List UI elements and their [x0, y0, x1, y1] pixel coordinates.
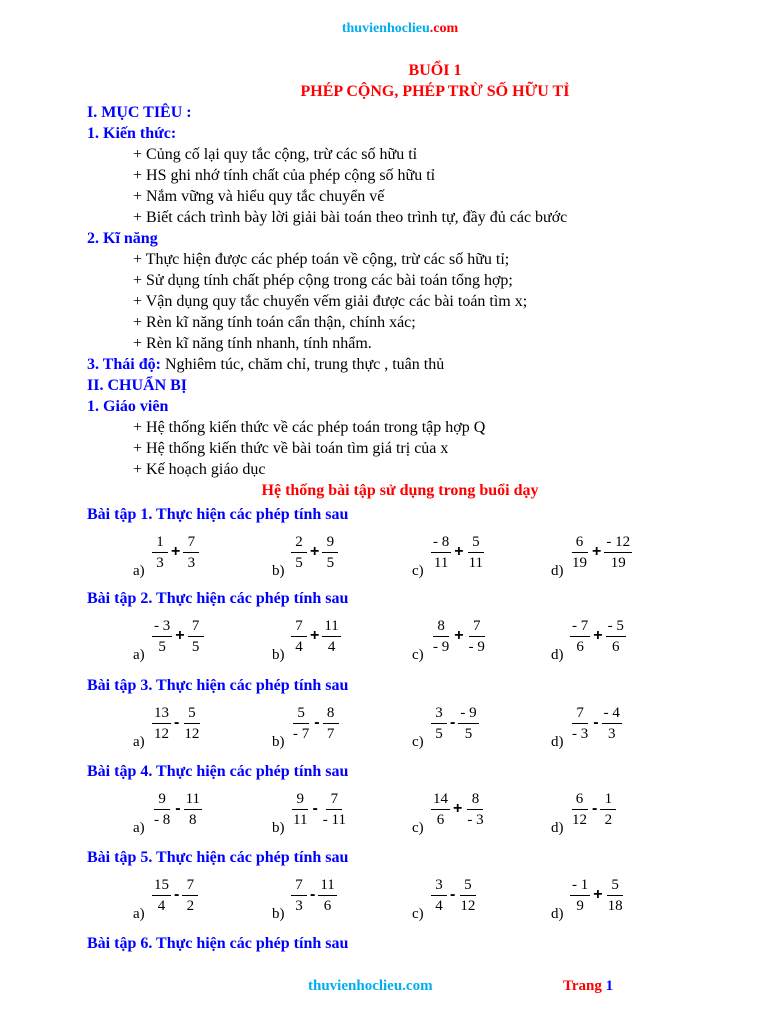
fraction-expression [430, 530, 486, 574]
denominator: - 11 [322, 811, 346, 828]
operator: - [174, 886, 180, 903]
numerator: 5 [184, 704, 200, 724]
skills-item: + Rèn kĩ năng tính nhanh, tính nhẩm. [133, 335, 372, 352]
footer-site-link: thuvienhoclieu.com [308, 978, 433, 994]
problem-label: a) [133, 906, 145, 922]
fraction [431, 704, 447, 743]
section-objectives-heading: I. MỤC TIÊU : [87, 104, 192, 121]
math-problem [412, 701, 532, 751]
problem-label: d) [551, 906, 564, 922]
numerator: 2 [291, 533, 307, 553]
exercise-title: Bài tập 2. Thực hiện các phép tính sau [87, 590, 349, 607]
numerator: 1 [600, 790, 616, 810]
operator: - [450, 714, 456, 731]
numerator: - 4 [602, 704, 622, 724]
numerator: 7 [291, 876, 307, 896]
operator: + [592, 543, 602, 560]
lesson-number: BUỔI 1 [408, 62, 462, 79]
numerator: 7 [326, 790, 342, 810]
page-number: 1 [605, 978, 614, 994]
denominator: 5 [295, 554, 303, 571]
math-problem [551, 787, 671, 837]
denominator: - 9 [468, 638, 485, 655]
denominator: 2 [604, 811, 613, 828]
teacher-heading: 1. Giáo viên [87, 398, 169, 415]
fraction-expression [290, 873, 338, 917]
knowledge-item: + Biết cách trình bày lời giải bài toán theo trình tự, đầy đủ các bước [133, 209, 568, 226]
operator: - [450, 886, 456, 903]
knowledge-item: + HS ghi nhớ tính chất của phép cộng số hữu tỉ [133, 167, 436, 184]
footer-site [308, 978, 433, 995]
numerator: 8 [433, 617, 449, 637]
numerator: 7 [188, 617, 204, 637]
math-problem [551, 701, 671, 751]
header-site [0, 21, 768, 37]
denominator: - 8 [154, 811, 171, 828]
denominator: - 3 [467, 811, 484, 828]
denominator: 9 [576, 897, 584, 914]
numerator: 5 [607, 876, 623, 896]
teacher-item: + Hệ thống kiến thức về các phép toán trong tập hợp Q [133, 419, 486, 436]
fraction [570, 790, 589, 829]
problem-label: b) [272, 734, 285, 750]
numerator: 7 [182, 876, 198, 896]
fraction [431, 790, 450, 829]
math-problem [272, 787, 392, 837]
denominator: 3 [156, 554, 164, 571]
fraction [431, 876, 447, 915]
math-problem [412, 614, 532, 664]
math-problem [272, 530, 392, 580]
operator: + [454, 543, 464, 560]
operator: + [310, 627, 320, 644]
operator: - [312, 800, 318, 817]
operator: + [453, 800, 463, 817]
denominator: 11 [433, 554, 449, 571]
fraction [291, 790, 309, 829]
operator: - [310, 886, 316, 903]
denominator: 12 [184, 725, 200, 742]
denominator: 11 [468, 554, 484, 571]
problem-label: c) [412, 563, 424, 579]
fraction [467, 533, 485, 572]
operator: + [175, 627, 185, 644]
denominator: 6 [611, 638, 620, 655]
fraction [321, 790, 348, 829]
problem-label: d) [551, 820, 564, 836]
denominator: 12 [460, 897, 476, 914]
problem-label: c) [412, 734, 424, 750]
numerator: 5 [460, 876, 476, 896]
fraction [182, 876, 198, 915]
fraction-expression [151, 701, 202, 745]
denominator: 5 [191, 638, 200, 655]
operator: + [171, 543, 181, 560]
problem-label: d) [551, 734, 564, 750]
fraction [570, 533, 589, 572]
math-problem [412, 787, 532, 837]
fraction [291, 617, 307, 656]
fraction [431, 533, 451, 572]
numerator: 6 [572, 790, 588, 810]
denominator: 4 [295, 638, 303, 655]
operator: - [592, 800, 598, 817]
fraction [152, 533, 168, 572]
operator: - [314, 714, 320, 731]
fraction [570, 704, 590, 743]
exercise-system-heading: Hệ thống bài tập sử dụng trong buổi dạy [261, 482, 539, 499]
exercise-title: Bài tập 1. Thực hiện các phép tính sau [87, 506, 349, 523]
numerator: - 12 [604, 533, 632, 553]
fraction [152, 617, 172, 656]
math-problem [412, 873, 532, 923]
numerator: 7 [183, 533, 199, 553]
fraction-expression [569, 614, 627, 658]
numerator: 14 [431, 790, 450, 810]
problem-label: a) [133, 734, 145, 750]
skills-item: + Sử dụng tính chất phép cộng trong các bài toán tổng hợp; [133, 272, 513, 289]
fraction-expression [569, 787, 617, 831]
numerator: - 9 [458, 704, 478, 724]
skills-item: + Rèn kĩ năng tính toán cẩn thận, chính xác; [133, 314, 416, 331]
fraction [570, 876, 590, 915]
numerator: 1 [152, 533, 168, 553]
attitude-text: Nghiêm túc, chăm chỉ, trung thực , tuân thủ [160, 356, 445, 373]
denominator: - 3 [572, 725, 589, 742]
operator: + [454, 627, 464, 644]
numerator: 7 [469, 617, 485, 637]
fraction [606, 617, 626, 656]
header-site-domain: .com [429, 21, 459, 36]
knowledge-heading: 1. Kiến thức: [87, 125, 177, 142]
teacher-item: + Hệ thống kiến thức về bài toán tìm giá trị của x [133, 440, 449, 457]
attitude-line [87, 356, 444, 374]
exercise-title: Bài tập 4. Thực hiện các phép tính sau [87, 763, 349, 780]
math-problem [272, 701, 392, 751]
fraction-expression [430, 787, 487, 831]
problem-label: c) [412, 906, 424, 922]
fraction [152, 876, 171, 915]
operator: + [593, 886, 603, 903]
fraction-expression [290, 530, 339, 574]
fraction [291, 876, 307, 915]
numerator: 11 [184, 790, 202, 810]
fraction [606, 876, 625, 915]
fraction [182, 704, 201, 743]
fraction-expression [569, 530, 633, 574]
numerator: - 8 [431, 533, 451, 553]
denominator: 5 [435, 725, 443, 742]
fraction-expression [569, 873, 626, 917]
math-problem [133, 701, 253, 751]
problem-label: a) [133, 563, 145, 579]
numerator: 11 [318, 876, 336, 896]
footer-page [563, 978, 613, 995]
section-preparation-heading: II. CHUẨN BỊ [87, 377, 188, 394]
denominator: 19 [572, 554, 587, 571]
problem-label: d) [551, 647, 564, 663]
fraction [431, 617, 451, 656]
denominator: 5 [158, 638, 166, 655]
operator: - [175, 800, 181, 817]
denominator: 2 [186, 897, 195, 914]
fraction-expression [151, 614, 205, 658]
fraction-expression [151, 787, 203, 831]
problem-label: c) [412, 647, 424, 663]
denominator: 12 [154, 725, 169, 742]
fraction [184, 790, 202, 829]
numerator: 11 [322, 617, 340, 637]
fraction-expression [151, 530, 200, 574]
denominator: 3 [295, 897, 303, 914]
numerator: 3 [431, 704, 447, 724]
math-problem [272, 873, 392, 923]
denominator: 4 [327, 638, 336, 655]
fraction [570, 617, 590, 656]
denominator: 11 [293, 811, 308, 828]
numerator: 9 [154, 790, 170, 810]
numerator: 7 [291, 617, 307, 637]
operator: - [174, 714, 180, 731]
math-problem [551, 614, 671, 664]
knowledge-item: + Nắm vững và hiểu quy tắc chuyển vế [133, 188, 385, 205]
problem-label: b) [272, 647, 285, 663]
fraction-expression [430, 614, 488, 658]
denominator: 4 [435, 897, 443, 914]
denominator: - 9 [433, 638, 450, 655]
fraction [188, 617, 204, 656]
denominator: 19 [610, 554, 626, 571]
fraction-expression [430, 873, 478, 917]
fraction-expression [290, 614, 342, 658]
fraction [322, 617, 340, 656]
header-site-name: thuvienhoclieu [341, 21, 430, 36]
fraction [291, 533, 307, 572]
fraction [183, 533, 199, 572]
math-problem [133, 530, 253, 580]
math-problem [272, 614, 392, 664]
numerator: 8 [467, 790, 483, 810]
numerator: 6 [572, 533, 588, 553]
fraction [322, 533, 338, 572]
numerator: 5 [293, 704, 309, 724]
problem-label: d) [551, 563, 564, 579]
fraction-expression [290, 701, 340, 745]
attitude-label: 3. Thái độ: [87, 356, 161, 373]
exercise-title: Bài tập 5. Thực hiện các phép tính sau [87, 849, 349, 866]
denominator: 12 [572, 811, 587, 828]
math-problem [133, 873, 253, 923]
math-problem [551, 530, 671, 580]
problem-label: c) [412, 820, 424, 836]
denominator: 5 [326, 554, 335, 571]
problem-label: b) [272, 820, 285, 836]
fraction [152, 704, 171, 743]
operator: + [593, 627, 603, 644]
problem-label: b) [272, 906, 285, 922]
numerator: - 3 [152, 617, 172, 637]
fraction [600, 790, 616, 829]
denominator: 5 [464, 725, 473, 742]
numerator: 9 [322, 533, 338, 553]
fraction [323, 704, 339, 743]
teacher-item: + Kế hoạch giáo dục [133, 461, 266, 478]
numerator: 9 [292, 790, 308, 810]
fraction [602, 704, 622, 743]
lesson-title: PHÉP CỘNG, PHÉP TRỪ SỐ HỮU TỈ [300, 83, 570, 100]
denominator: 7 [326, 725, 335, 742]
denominator: 6 [576, 638, 584, 655]
denominator: - 7 [293, 725, 310, 742]
skills-heading: 2. Kĩ năng [87, 230, 158, 247]
numerator: - 1 [570, 876, 590, 896]
fraction [291, 704, 311, 743]
problem-label: b) [272, 563, 285, 579]
fraction [318, 876, 336, 915]
numerator: 7 [572, 704, 588, 724]
denominator: 18 [607, 897, 623, 914]
fraction [152, 790, 172, 829]
fraction [604, 533, 632, 572]
skills-item: + Thực hiện được các phép toán về cộng, trừ các số hữu tỉ; [133, 251, 510, 268]
denominator: 6 [436, 811, 445, 828]
numerator: 3 [431, 876, 447, 896]
math-problem [551, 873, 671, 923]
exercise-title: Bài tập 3. Thực hiện các phép tính sau [87, 677, 349, 694]
fraction-expression [430, 701, 480, 745]
fraction-expression [151, 873, 199, 917]
exercise-title: Bài tập 6. Thực hiện các phép tính sau [87, 935, 349, 952]
operator: - [593, 714, 599, 731]
fraction-expression [569, 701, 623, 745]
operator: + [310, 543, 320, 560]
problem-label: a) [133, 647, 145, 663]
denominator: 3 [187, 554, 196, 571]
math-problem [412, 530, 532, 580]
numerator: 8 [323, 704, 339, 724]
numerator: 13 [152, 704, 171, 724]
denominator: 6 [323, 897, 332, 914]
numerator: - 5 [606, 617, 626, 637]
page-label: Trang [563, 978, 606, 994]
numerator: 15 [152, 876, 171, 896]
denominator: 4 [157, 897, 166, 914]
skills-item: + Vận dụng quy tắc chuyển vếm giải được các bài toán tìm x; [133, 293, 528, 310]
problem-label: a) [133, 820, 145, 836]
fraction [458, 704, 478, 743]
denominator: 8 [189, 811, 197, 828]
knowledge-item: + Củng cố lại quy tắc cộng, trừ các số hữu tỉ [133, 146, 418, 163]
numerator: 5 [468, 533, 484, 553]
math-problem [133, 787, 253, 837]
denominator: 3 [607, 725, 616, 742]
numerator: - 7 [570, 617, 590, 637]
fraction-expression [290, 787, 349, 831]
fraction [465, 790, 485, 829]
fraction [458, 876, 477, 915]
fraction [467, 617, 487, 656]
math-problem [133, 614, 253, 664]
